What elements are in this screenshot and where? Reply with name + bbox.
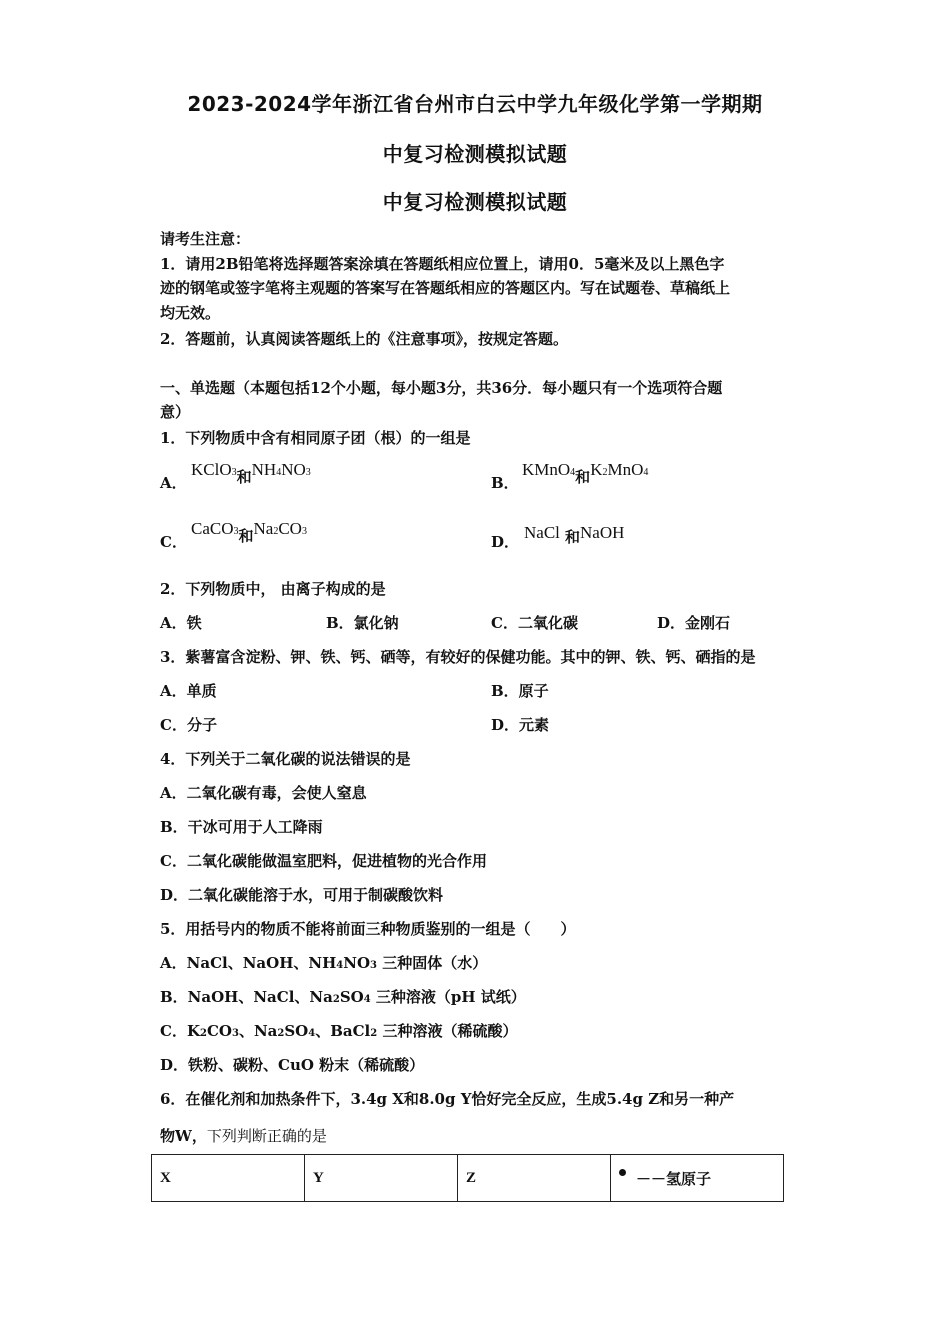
question-2-stem: 2．下列物质中， 由离子构成的是	[160, 580, 386, 598]
document-title-line-1: 2023-2024学年浙江省台州市白云中学九年级化学第一学期期	[187, 92, 763, 116]
q3-option-d: D．元素	[491, 716, 550, 734]
table-cell-legend	[611, 1155, 784, 1202]
q3-option-b: B．原子	[491, 682, 549, 700]
q1-option-c-formula: CaCO3和Na2CO3	[191, 519, 307, 545]
notice-item-1-cont: 迹的钢笔或签字笔将主观题的答案写在答题纸相应的答题区内。写在试题卷、草稿纸上	[160, 279, 731, 297]
hydrogen-atom-icon	[619, 1169, 626, 1176]
q5-option-a: A．NaCl、NaOH、NH4NO3 三种固体（水）	[160, 954, 488, 972]
table-cell-y: Y	[305, 1155, 458, 1202]
q1-option-a-formula: KClO3和NH4NO3	[191, 460, 311, 486]
table-cell-x: X	[152, 1155, 305, 1202]
section-heading-cont: 意）	[160, 403, 191, 421]
document-title-line-2: 中复习检测模拟试题	[382, 142, 568, 166]
q2-option-b: B．氯化钠	[326, 614, 399, 632]
question-5-stem: 5．用括号内的物质不能将前面三种物质鉴别的一组是（ ）	[160, 920, 576, 938]
q4-option-c: C．二氧化碳能做温室肥料，促进植物的光合作用	[160, 852, 487, 870]
q3-option-a: A．单质	[160, 682, 217, 700]
section-heading: 一、单选题（本题包括12个小题，每小题3分，共36分．每小题只有一个选项符合题	[160, 379, 723, 397]
notice-heading: 请考生注意：	[160, 230, 251, 248]
document-title-line-3: 中复习检测模拟试题	[382, 190, 568, 214]
q1-option-d-formula: NaCl 和NaOH	[524, 523, 625, 546]
q2-option-d: D．金刚石	[657, 614, 731, 632]
question-3-stem: 3．紫薯富含淀粉、钾、铁、钙、硒等，有较好的保健功能。其中的钾、铁、钙、硒指的是	[160, 648, 756, 666]
q5-option-d: D．铁粉、碳粉、CuO 粉末（稀硫酸）	[160, 1056, 425, 1074]
q2-option-c: C．二氧化碳	[491, 614, 578, 632]
table-row	[152, 1155, 784, 1202]
question-4-stem: 4．下列关于二氧化碳的说法错误的是	[160, 750, 411, 768]
question-6-stem: 6．在催化剂和加热条件下，3.4g X和8.0g Y恰好完全反应，生成5.4g Z和另一种产	[160, 1090, 735, 1108]
q4-option-d: D．二氧化碳能溶于水，可用于制碳酸饮料	[160, 886, 444, 904]
q4-option-a: A．二氧化碳有毒，会使人窒息	[160, 784, 367, 802]
q3-option-c: C．分子	[160, 716, 217, 734]
q1-option-a-label: A．	[160, 474, 187, 492]
notice-item-1: 1．请用2B铅笔将选择题答案涂填在答题纸相应位置上，请用0．5毫米及以上黑色字	[160, 255, 725, 273]
legend-label: －－氢原子	[636, 1169, 712, 1188]
table-cell-z: Z	[458, 1155, 611, 1202]
q1-option-d-label: D．	[491, 533, 520, 551]
q1-option-b-formula: KMnO4和K2MnO4	[522, 460, 649, 486]
q5-option-b: B．NaOH、NaCl、Na2SO4 三种溶液（pH 试纸）	[160, 988, 526, 1006]
q5-option-c: C．K2CO3、Na2SO4、BaCl2 三种溶液（稀硫酸）	[160, 1022, 518, 1040]
question-6-stem-cont: 物W，下列判断正确的是	[160, 1127, 327, 1145]
q1-option-b-label: B．	[491, 474, 519, 492]
q4-option-b: B．干冰可用于人工降雨	[160, 818, 323, 836]
q2-option-a: A．铁	[160, 614, 202, 632]
notice-item-2: 2．答题前，认真阅读答题纸上的《注意事项》，按规定答题。	[160, 330, 568, 348]
q1-option-c-label: C．	[160, 533, 187, 551]
question-1-stem: 1．下列物质中含有相同原子团（根）的一组是	[160, 429, 471, 447]
notice-item-1-end: 均无效。	[160, 304, 221, 322]
question-6-table	[151, 1154, 784, 1202]
